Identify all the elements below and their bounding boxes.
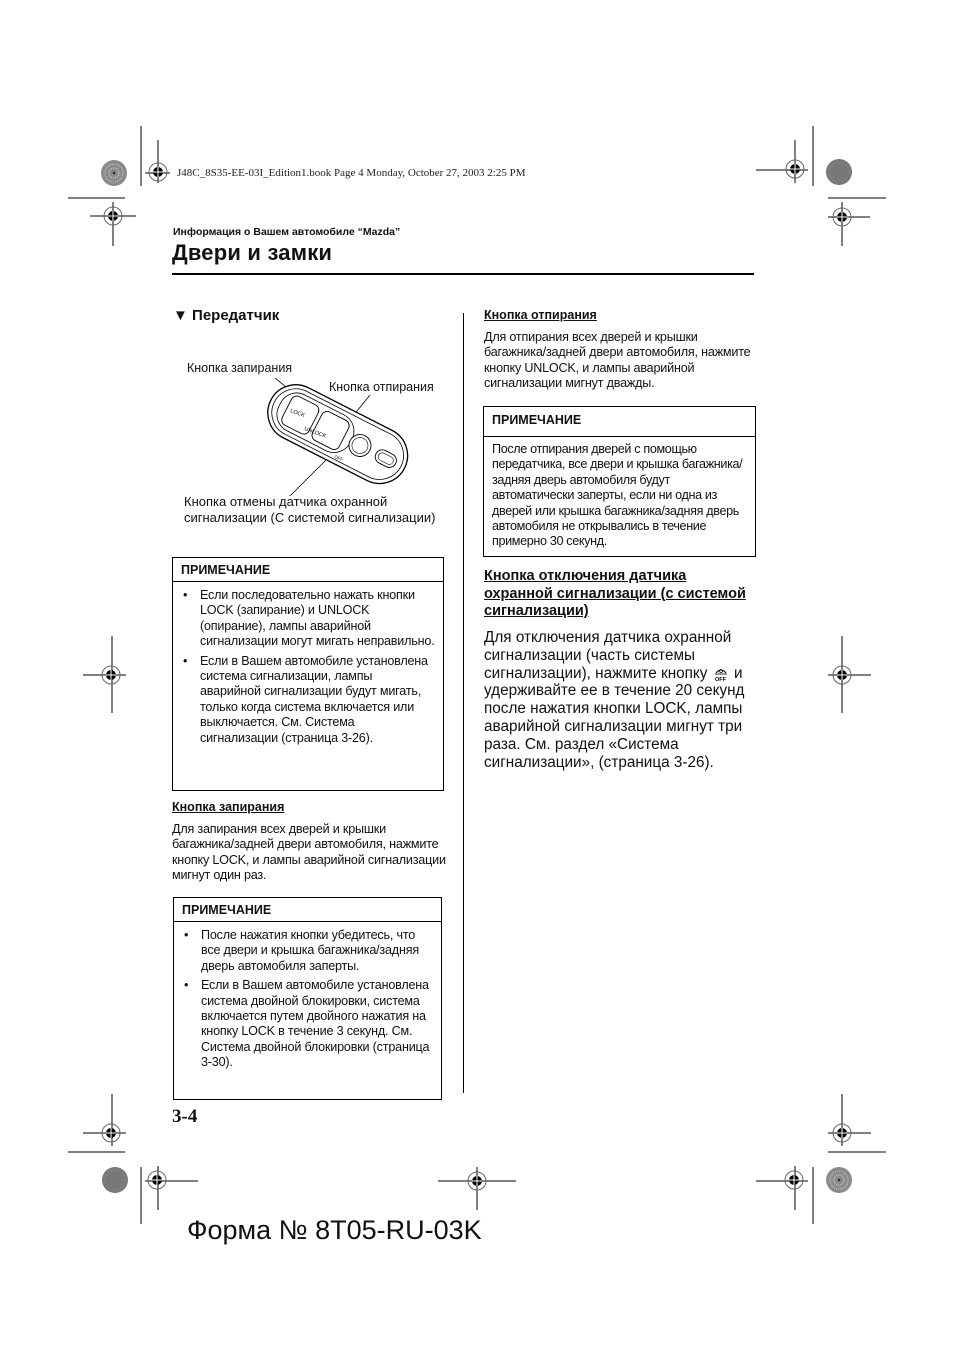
unlock-section-heading: Кнопка отпирания — [484, 308, 597, 322]
note-title: ПРИМЕЧАНИЕ — [173, 558, 443, 582]
triangle-down-icon: ▼ — [173, 307, 188, 324]
bullet-icon: • — [183, 653, 188, 668]
note-item: • Если в Вашем автомобиле установлена система двойной блокировки, система включается путем двойного нажатия на кнопку LOCK в течение 3 секунд. См. Система двойной блокировки (страница 3-30). — [184, 978, 430, 1070]
fob-lock-label: LOCK — [289, 408, 306, 420]
svg-text:OFF: OFF — [714, 676, 726, 682]
starburst-mark-bottom-right — [826, 1167, 852, 1193]
note-item: • Если в Вашем автомобиле установлена система сигнализации, лампы аварийной сигнализации будут мигать, только когда система включается или выключается. См. Система сигнализации (страница 3-26). — [183, 653, 428, 745]
title-rule — [172, 273, 754, 275]
fob-off-label: OFF — [333, 454, 344, 463]
print-header: J48C_8S35-EE-03I_Edition1.book Page 4 Monday, October 27, 2003 2:25 PM — [177, 167, 526, 179]
figure-label-unlock: Кнопка отпирания — [329, 380, 434, 394]
section-label: Информация о Вашем автомобиле “Mazda” — [173, 226, 401, 238]
key-fob-illustration — [240, 370, 430, 500]
note-title: ПРИМЕЧАНИЕ — [174, 898, 441, 922]
transmitter-heading — [173, 307, 279, 324]
lock-section-heading: Кнопка запирания — [172, 800, 285, 814]
transmitter-heading-text: Передатчик — [192, 307, 280, 324]
note-box-2 — [173, 897, 442, 1100]
note-title: ПРИМЕЧАНИЕ — [484, 407, 755, 437]
sensor-off-icon — [712, 666, 730, 682]
lock-section-text: Для запирания всех дверей и крышки багажника/задней двери автомобиля, нажмите кнопку LOCK, и лампы аварийной сигнализации мигнут один раз. — [172, 822, 446, 883]
page-number: 3-4 — [172, 1106, 198, 1127]
fob-unlock-label: UNLOCK — [303, 426, 327, 440]
gray-dot-mark-top-right — [826, 159, 852, 185]
column-divider — [463, 313, 464, 1093]
unlock-section-text: Для отпирания всех дверей и крышки багажника/задней двери автомобиля, нажмите кнопку UNLOCK, и лампы аварийной сигнализации мигнут дважды. — [484, 330, 751, 391]
note-item: • Если последовательно нажать кнопки LOCK (запирание) и UNLOCK (опирание), лампы аварийной сигнализации могут мигать неправильно. — [183, 588, 435, 649]
bullet-icon: • — [184, 978, 189, 993]
starburst-mark-top-left — [101, 160, 127, 186]
note-box-1 — [172, 557, 444, 791]
page-title: Двери и замки — [172, 240, 333, 265]
form-number: Форма № 8T05-RU-03K — [187, 1215, 482, 1245]
figure-label-lock: Кнопка запирания — [187, 361, 293, 375]
bullet-icon: • — [184, 928, 189, 942]
note-text: После отпирания дверей с помощью передатчика, все двери и крышка багажника/задняя дверь автомобиля будут автоматически заперты, если ни одна из дверей или крышка багажника/задняя дверь автомобиля не открывались в течение примерно 30 секунд. — [492, 442, 743, 549]
figure-caption-line2: сигнализации (С системой сигнализации) — [184, 510, 436, 525]
sensor-section-heading: Кнопка отключения датчика охранной сигнализации (с системой сигнализации) — [484, 568, 746, 619]
gray-dot-mark-bottom-left — [102, 1167, 128, 1193]
note-box-3 — [483, 406, 756, 557]
sensor-section-text: Для отключения датчика охранной сигнализации (часть системы сигнализации), нажмите кнопку OFF и удерживайте ее в течение 20 секунд после нажатия кнопки LOCK, лампы аварийной сигнализации мигнут три раза. См. раздел «Система сигнализации», (страница 3-26). — [484, 629, 745, 771]
bullet-icon: • — [183, 588, 188, 602]
note-item: • После нажатия кнопки убедитесь, что все двери и крышка багажника/задняя дверь автомобиля заперты. — [184, 928, 419, 973]
figure-caption — [184, 494, 435, 526]
figure-caption-line1: Кнопка отмены датчика охранной — [184, 494, 388, 509]
